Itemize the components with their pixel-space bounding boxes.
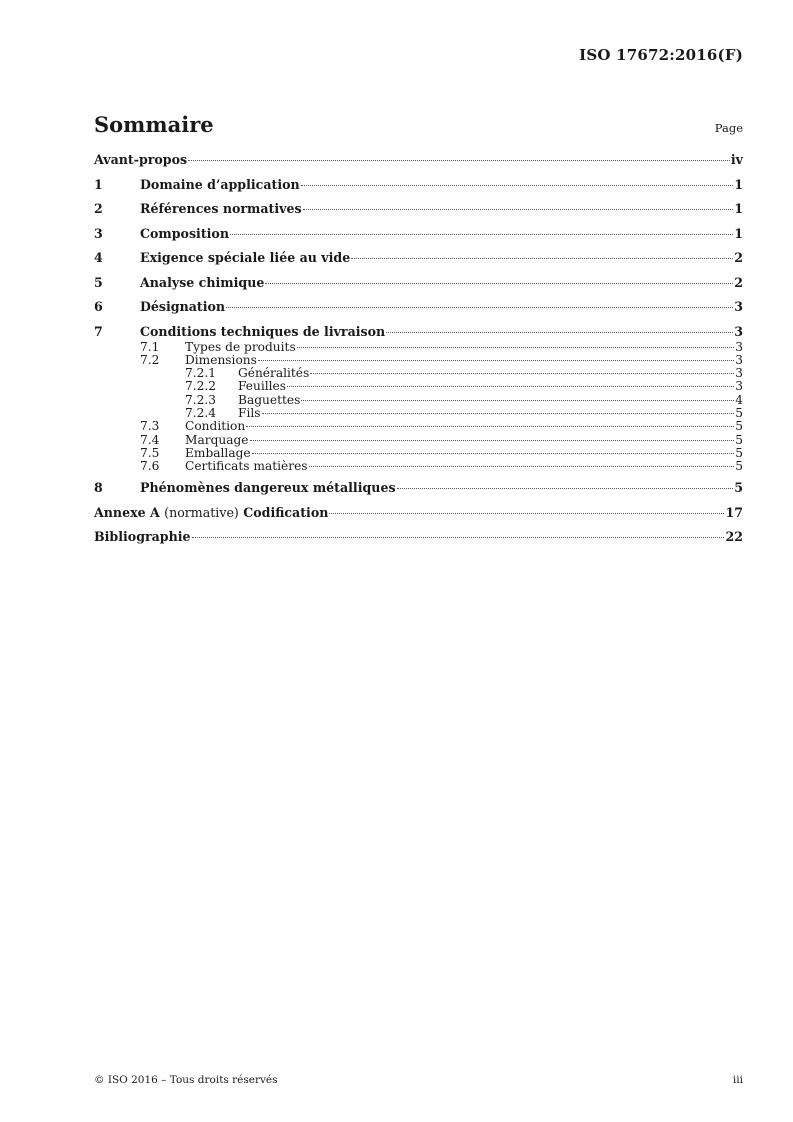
toc-entry-title: Conditions techniques de livraison [140,323,386,339]
toc-entry-number: 7.6 [140,459,160,474]
toc-entry-bibliography[interactable] [94,529,743,544]
toc-entry-page: iv [730,152,743,167]
toc-entry-title: Désignation [140,299,226,314]
toc-entry-number: 1 [94,176,103,192]
page-number: iii [732,1074,743,1086]
toc-entry-title: Bibliographie [94,529,191,545]
toc-subentry[interactable] [94,420,743,433]
toc-entry-number: 7.1 [140,339,160,354]
toc-entry-number: 7.2.2 [185,379,217,394]
toc-entry[interactable] [94,226,743,241]
toc-leader [301,185,734,186]
toc-leader [230,234,733,235]
toc-entry-page: 4 [735,392,743,407]
toc-entry-number: 2 [94,201,103,216]
toc-subentry[interactable] [94,407,743,420]
toc-entry-title: Certificats matières [185,459,308,474]
toc-entry[interactable] [94,201,743,216]
annex-label: Annexe A [94,504,160,520]
toc-entry-page: 5 [734,480,743,496]
toc-entry-title: Avant-propos [94,152,188,167]
toc-entry-number: 7.2 [140,352,160,367]
toc-entry-title: Analyse chimique [140,274,265,290]
toc-leader [250,440,735,441]
toc-leader [262,413,735,414]
toc-entry-title: Feuilles [238,379,287,394]
toc-leader [303,209,734,210]
toc-leader [301,400,734,401]
toc-subentry[interactable] [94,434,743,447]
annex-qualifier: (normative) [164,504,239,520]
toc-entry-title: Dimensions [185,352,257,367]
toc-entry-page: 3 [734,323,743,339]
toc-leader [397,488,734,489]
toc-entry-title: Marquage [185,432,249,447]
toc-entry-title: Composition [140,225,229,241]
toc-entry-number: 8 [94,480,103,496]
toc-title: Sommaire [94,112,214,137]
toc-entry-page: 5 [735,459,743,474]
toc-entry-number: 7.2.4 [185,405,217,420]
toc-subentry[interactable] [94,341,743,354]
toc-entry-page: 1 [734,225,743,241]
toc-entry[interactable] [94,177,743,192]
toc-entry-title: Emballage [185,445,251,460]
toc-entry-page: 5 [735,445,743,460]
toc-subentry[interactable] [94,380,743,393]
toc-subentry[interactable] [94,354,743,367]
toc-leader [351,258,733,259]
toc-entry-title: Généralités [238,366,310,381]
toc-entry-page: 3 [735,366,743,381]
toc-entry-annex[interactable] [94,505,743,520]
toc-entry-title: Domaine d’application [140,176,300,192]
toc-entry-title: Exigence spéciale liée au vide [140,250,351,265]
toc-entry-page: 22 [725,529,743,545]
toc-leader [246,426,734,427]
toc-leader [329,513,724,514]
toc-leader [309,466,735,467]
toc-entry-page: 3 [735,352,743,367]
toc-entry-page: 2 [734,274,743,290]
toc-leader [310,373,734,374]
toc-entry-number: 3 [94,225,103,241]
toc-entry[interactable] [94,250,743,265]
document-id: ISO 17672:2016(F) [579,46,743,64]
toc-entry-page: 3 [735,339,743,354]
toc-entry-number: 7.5 [140,445,160,460]
toc-heading [94,112,743,137]
toc-leader [226,307,733,308]
toc-leader [297,347,735,348]
toc-leader [252,453,735,454]
toc-entry[interactable] [94,275,743,290]
copyright-notice: © ISO 2016 – Tous droits réservés [94,1074,278,1086]
toc-entry-number: 7.3 [140,419,160,434]
toc-list [94,152,743,554]
toc-entry-page: 3 [735,379,743,394]
toc-leader [265,283,733,284]
toc-entry-title: Fils [238,405,261,420]
toc-leader [258,360,734,361]
toc-entry-number: 7 [94,323,103,339]
toc-entry[interactable] [94,152,743,167]
toc-entry-number: 7.2.1 [185,366,217,381]
toc-entry-page: 1 [734,176,743,192]
toc-leader [386,332,733,333]
toc-leader [287,386,734,387]
toc-subentry[interactable] [94,460,743,473]
toc-entry-title: Condition [185,419,246,434]
toc-page-column-label: Page [714,121,743,135]
toc-entry-title [94,505,328,520]
toc-entry-title: Types de produits [185,339,296,354]
toc-entry-title: Phénomènes dangereux métalliques [140,480,396,496]
toc-subentry[interactable] [94,447,743,460]
toc-entry-number: 7.4 [140,432,160,447]
toc-entry-page: 17 [725,504,743,520]
toc-entry-title: Références normatives [140,201,302,216]
annex-title: Codification [243,504,329,520]
toc-entry[interactable] [94,324,743,339]
page-footer [94,1074,743,1086]
toc-entry-page: 2 [734,250,743,265]
toc-entry-page: 3 [734,299,743,314]
toc-entry-number: 4 [94,250,103,265]
toc-entry-title: Baguettes [238,392,301,407]
toc-entry-page: 5 [735,405,743,420]
toc-leader [188,160,730,161]
toc-entry-number: 5 [94,274,103,290]
toc-entry-number: 6 [94,299,103,314]
toc-subentry[interactable] [94,367,743,380]
toc-entry-number: 7.2.3 [185,392,217,407]
toc-entry[interactable] [94,299,743,314]
toc-subentry[interactable] [94,394,743,407]
toc-entry-page: 5 [735,432,743,447]
toc-entry-page: 1 [734,201,743,216]
toc-entry-page: 5 [735,419,743,434]
toc-entry[interactable] [94,480,743,495]
toc-leader [192,537,725,538]
